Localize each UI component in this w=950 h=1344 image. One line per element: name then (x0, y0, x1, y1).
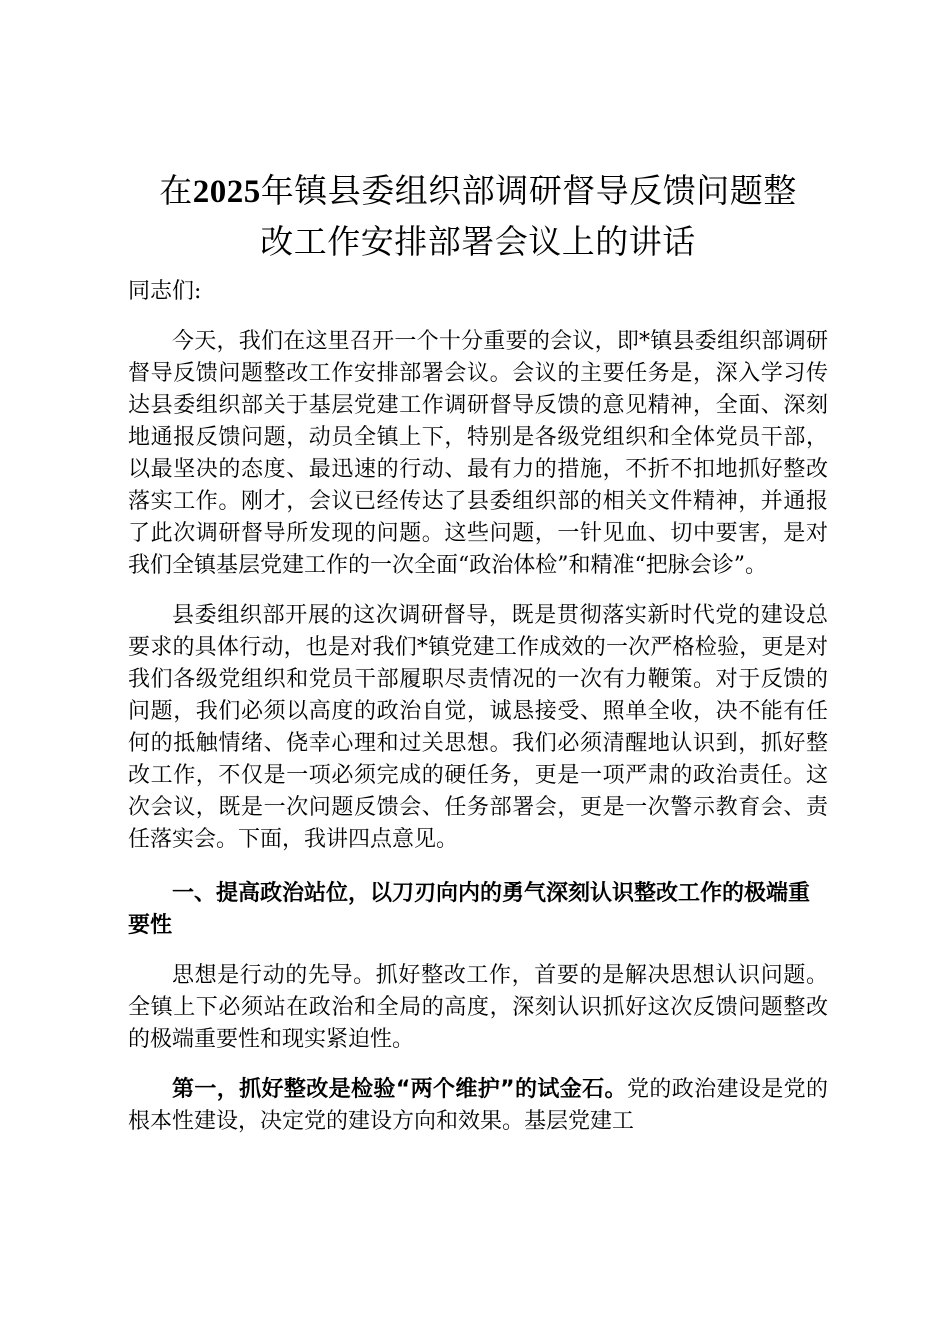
salutation: 同志们: (128, 279, 202, 304)
section-1-paragraph: 思想是行动的先导。抓好整改工作，首要的是解决思想认识问题。全镇上下必须站在政治和全局的高度，深刻认识抓好这次反馈问题整改的极端重要性和现实紧迫性。 (128, 963, 828, 1052)
section-heading-1: 一、提高政治站位，以刀刃向内的勇气深刻认识整改工作的极端重要性 (128, 881, 811, 938)
point-1-paragraph (128, 1074, 828, 1138)
paragraph-context: 县委组织部开展的这次调研督导，既是贯彻落实新时代党的建设总要求的具体行动，也是对我们*镇党建工作成效的一次严格检验，更是对我们各级党组织和党员干部履职尽责情况的一次有力鞭策。对于反馈的问题，我们必须以高度的政治自觉，诚恳接受、照单全收，决不能有任何的抵触情绪、侥幸心理和过关思想。我们必须清醒地认识到，抓好整改工作，不仅是一项必须完成的硬任务，更是一项严肃的政治责任。这次会议，既是一次问题反馈会、任务部署会，更是一次警示教育会、责任落实会。下面，我讲四点意见。 (128, 603, 828, 852)
point-1-text: 党的政治建设是党的根本性建设，决定党的建设方向和效果。基层党建工 (128, 1077, 828, 1134)
point-1-lead: 第一，抓好整改是检验“两个维护”的试金石。 (172, 1077, 627, 1102)
paragraph-opening: 今天，我们在这里召开一个十分重要的会议，即*镇县委组织部调研督导反馈问题整改工作安排部署会议。会议的主要任务是，深入学习传达县委组织部关于基层党建工作调研督导反馈的意见精神，全面、深刻地通报反馈问题，动员全镇上下，特别是各级党组织和全体党员干部，以最坚决的态度、最迅速的行动、最有力的措施，不折不扣地抓好整改落实工作。刚才，会议已经传达了县委组织部的相关文件精神，并通报了此次调研督导所发现的问题。这些问题，一针见血、切中要害，是对我们全镇基层党建工作的一次全面“政治体检”和精准“把脉会诊”。 (128, 329, 828, 578)
title-line1-rest: 年镇县委组织部调研督导反馈问题整 (260, 171, 797, 210)
title-prefix: 在 (159, 171, 193, 210)
document-title (128, 166, 828, 266)
title-year: 2025 (192, 174, 261, 210)
document-body (128, 166, 828, 1138)
title-line2: 改工作安排部署会议上的讲话 (260, 222, 696, 261)
